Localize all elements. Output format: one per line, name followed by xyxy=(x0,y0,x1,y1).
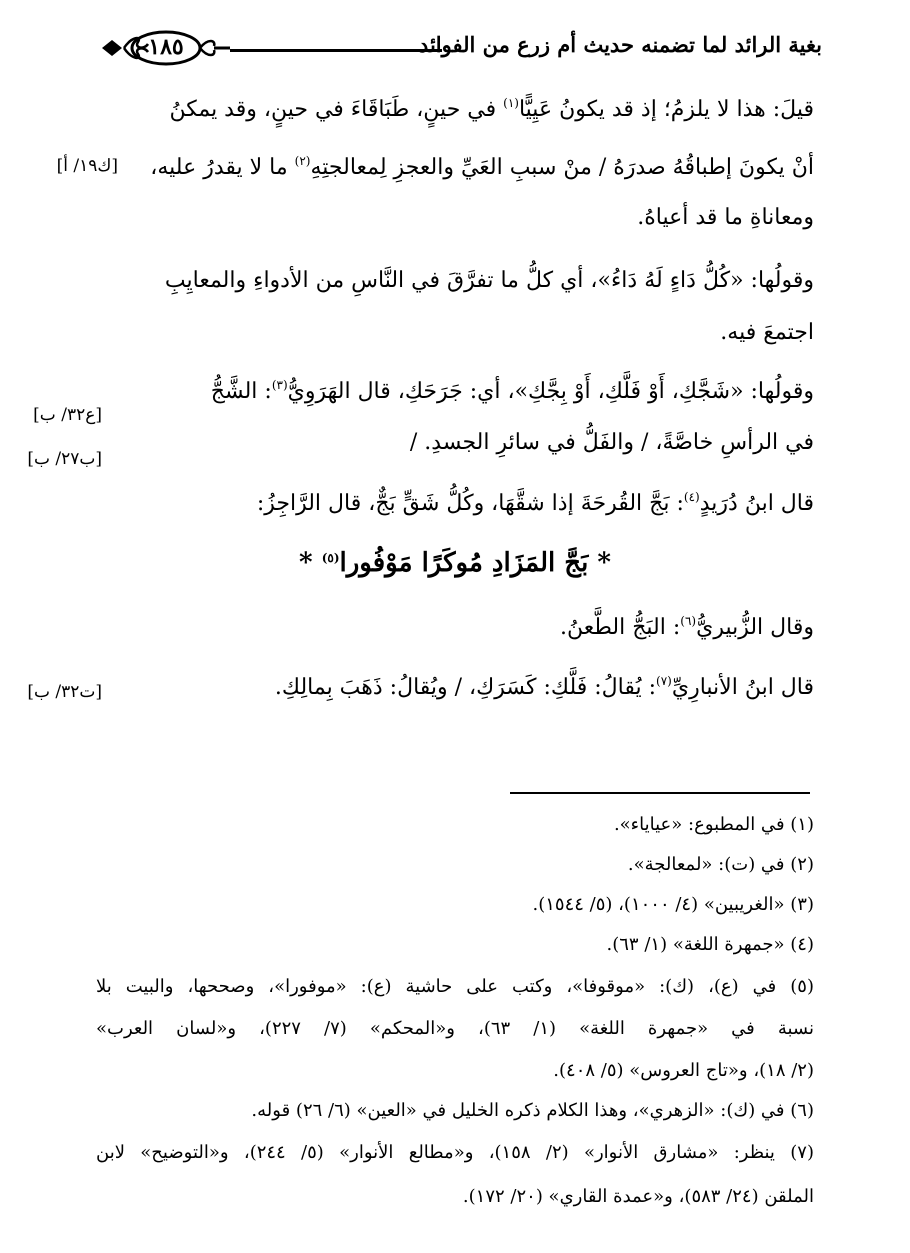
margin-reference: [ع٣٢/ ب] xyxy=(33,405,102,425)
footnote-ref[interactable]: (٤) xyxy=(683,490,700,504)
footnote-ref[interactable]: (١) xyxy=(503,96,519,110)
footnote-continuation: نسبة في «جمهرة اللغة» (١/ ٦٣)، و«المحكم» (٧/ ٢٢٧)، و«لسان العرب» xyxy=(96,1018,814,1039)
text-line: في الرأسِ خاصَّةً، / والفَلُّ في سائرِ الجسدِ. / xyxy=(409,430,814,455)
page-number-badge xyxy=(98,28,230,68)
margin-reference: [ت٣٢/ ب] xyxy=(27,682,102,702)
footnote-ref[interactable]: (٣) xyxy=(271,378,288,392)
footnote: (٧) ينظر: «مشارق الأنوار» (٢/ ١٥٨)، و«مطالع الأنوار» (٥/ ٢٤٤)، و«التوضيح» لابن xyxy=(96,1142,814,1163)
text-line: اجتمعَ فيه. xyxy=(720,320,814,345)
footnote-ref[interactable]: (٧) xyxy=(656,674,672,688)
text-line: قال ابنُ الأنبارِيِّ$^{(٧)}$: يُقالُ: فَلَّكِ: كَسَرَكِ، / ويُقالُ: ذَهَبَ بِمالِكِ. xyxy=(274,674,814,700)
running-header xyxy=(98,28,822,68)
footnote-ref[interactable]: (٦) xyxy=(680,614,697,628)
header-rule xyxy=(230,49,442,52)
footnote: (٦) في (ك): «الزهري»، وهذا الكلام ذكره الخليل في «العين» (٦/ ٢٦) قوله. xyxy=(251,1100,814,1121)
footnote: (٢) في (ت): «لمعالجة». xyxy=(627,854,814,875)
footnote: (١) في المطبوع: «عياياء». xyxy=(613,814,814,835)
footnote-separator xyxy=(510,792,810,794)
text-line: وقال الزُّبيريُّ$^{(٦)}$: البَجُّ الطَّعنُ. xyxy=(559,614,814,640)
text-line: وقولُها: «كُلُّ دَاءٍ لَهُ دَاءُ»، أي كلُّ ما تفرَّقَ في النَّاسِ من الأدواءِ والمعايِبِ xyxy=(164,268,814,293)
margin-reference: [ك١٩/ أ] xyxy=(56,156,118,176)
text-line: وقولُها: «شَجَّكِ، أَوْ فَلَّكِ، أَوْ بِجَّكِ»، أي: جَرَحَكِ، قال الهَرَوِيُّ$^{(٣)}$: الشَّجُّ xyxy=(210,378,814,404)
footnote-continuation: (٢/ ١٨)، و«تاج العروس» (٥/ ٤٠٨). xyxy=(553,1060,814,1081)
footnote: (٤) «جمهرة اللغة» (١/ ٦٣). xyxy=(606,934,814,955)
footnote-ref[interactable]: (٢) xyxy=(294,154,311,168)
header-title: بغية الرائد لما تضمنه حديث أم زرع من الفوائد xyxy=(418,32,822,57)
margin-reference: [ب٢٧/ ب] xyxy=(27,449,102,469)
footnote: (٣) «الغريبين» (٤/ ١٠٠٠)، (٥/ ١٥٤٤). xyxy=(532,894,814,915)
footnote-ref[interactable]: (٥) xyxy=(321,551,340,565)
footnote: (٥) في (ع)، (ك): «موقوفا»، وكتب على حاشية (ع): «موفورا»، وصححها، والبيت بلا xyxy=(96,976,814,997)
footnote-continuation: الملقن (٢٤/ ٥٨٣)، و«عمدة القاري» (٢٠/ ١٧٢). xyxy=(462,1186,814,1207)
text-line: أنْ يكونَ إطباقُهُ صدرَهُ / منْ سببِ العَيِّ والعجزِ لِمعالجتِهِ$^{(٢)}$ ما لا يقدرُ عليه، xyxy=(150,154,814,180)
page-number: ١٨٥ xyxy=(148,34,184,60)
verse-line: * بَجَّ المَزَادِ مُوكَرًا مَوْفُورا$^{(٥)}$ * xyxy=(299,548,611,578)
text-line: قال ابنُ دُرَيدٍ$^{(٤)}$: بَجَّ القُرحَةَ إذا شقَّهَا، وكُلُّ شَقٍّ بَجٌّ، قال الرَّاجِزُ: xyxy=(256,490,814,516)
text-line: قيلَ: هذا لا يلزمُ؛ إذ قد يكونُ عَيِيًّا$^{(١)}$ في حينٍ، طَبَاقَاءَ في حينٍ، وقد يمكنُ xyxy=(169,96,814,122)
text-line: ومعاناةِ ما قد أعياهُ. xyxy=(637,205,814,230)
